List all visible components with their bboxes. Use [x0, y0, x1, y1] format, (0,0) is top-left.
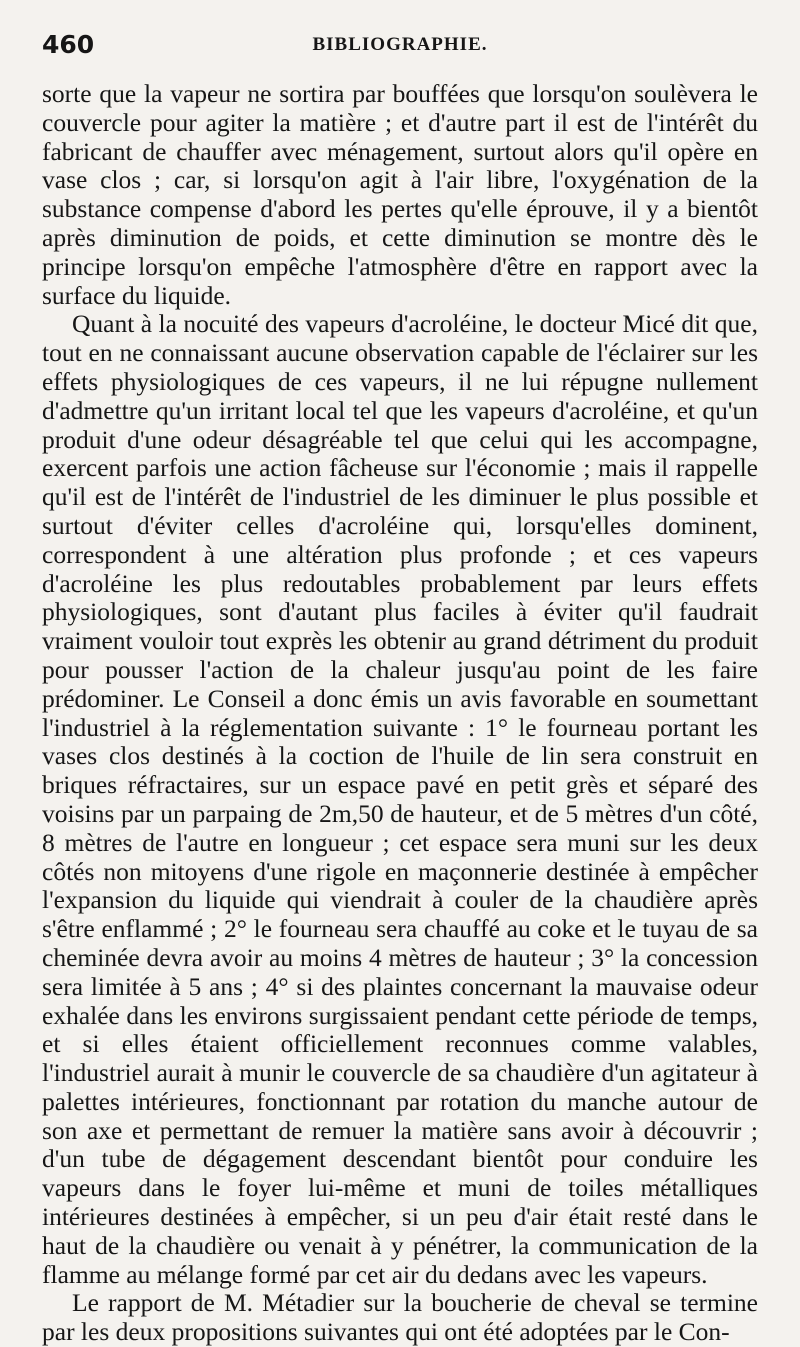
page-number: 460: [42, 30, 95, 59]
paragraph-2: Quant à la nocuité des vapeurs d'acroléine, le docteur Micé dit que, tout en ne connaissant aucune observation capable de l'éclairer sur les effets physiologiques de ces vapeurs, il ne lui répugne nullement d'admettre qu'un irritant local tel que les vapeurs d'acroléine, et qu'un produit d'une odeur désagréable tel que celui qui les accompagne, exercent parfois une action fâcheuse sur l'économie ; mais il rappelle qu'il est de l'intérêt de l'industriel de les diminuer le plus possible et surtout d'éviter celles d'acroléine qui, lorsqu'elles dominent, correspondent à une altération plus profonde ; et ces vapeurs d'acroléine les plus redoutables probablement par leurs effets physiologiques, sont d'autant plus faciles à éviter qu'il faudrait vraiment vouloir tout exprès les obtenir au grand détriment du produit pour pousser l'action de la chaleur jusqu'au point de les faire prédominer. Le Conseil a donc émis un avis favorable en soumettant l'industriel à la réglementation suivante : 1° le fourneau portant les vases clos destinés à la coction de l'huile de lin sera construit en briques réfractaires, sur un espace pavé en petit grès et séparé des voisins par un parpaing de 2m,50 de hauteur, et de 5 mètres d'un côté, 8 mètres de l'autre en longueur ; cet espace sera muni sur les deux côtés non mitoyens d'une rigole en maçonnerie destinée à empêcher l'expansion du liquide qui viendrait à couler de la chaudière après s'être enflammé ; 2° le fourneau sera chauffé au coke et le tuyau de sa cheminée devra avoir au moins 4 mètres de hauteur ; 3° la concession sera limitée à 5 ans ; 4° si des plaintes concernant la mauvaise odeur exhalée dans les environs surgissaient pendant cette période de temps, et si elles étaient officiellement reconnues comme valables, l'industriel aurait à munir le couvercle de sa chaudière d'un agitateur à palettes intérieures, fonctionnant par rotation du manche autour de son axe et permettant de remuer la matière sans avoir à découvrir ; d'un tube de dégagement descendant bientôt pour conduire les vapeurs dans le foyer lui-même et muni de toiles métalliques intérieures destinées à empêcher, si un peu d'air était resté dans le haut de la chaudière ou venait à y pénétrer, la communication de la flamme au mélange formé par cet air du dedans avec les vapeurs.: [42, 309, 758, 1289]
paragraph-3: Le rapport de M. Métadier sur la boucherie de cheval se termine par les deux propositions suivantes qui ont été adoptées par le Con-: [42, 1288, 758, 1347]
body-text: [42, 80, 758, 1347]
page-header: [42, 30, 758, 74]
running-title: BIBLIOGRAPHIE.: [312, 34, 488, 55]
paragraph-1: sorte que la vapeur ne sortira par bouffées que lorsqu'on soulèvera le couvercle pour agiter la matière ; et d'autre part il est de l'intérêt du fabricant de chauffer avec ménagement, surtout alors qu'il opère en vase clos ; car, si lorsqu'on agit à l'air libre, l'oxygénation de la substance compense d'abord les pertes qu'elle éprouve, il y a bientôt après diminution de poids, et cette diminution se montre dès le principe lorsqu'on empêche l'atmosphère d'être en rapport avec la surface du liquide.: [42, 79, 758, 310]
